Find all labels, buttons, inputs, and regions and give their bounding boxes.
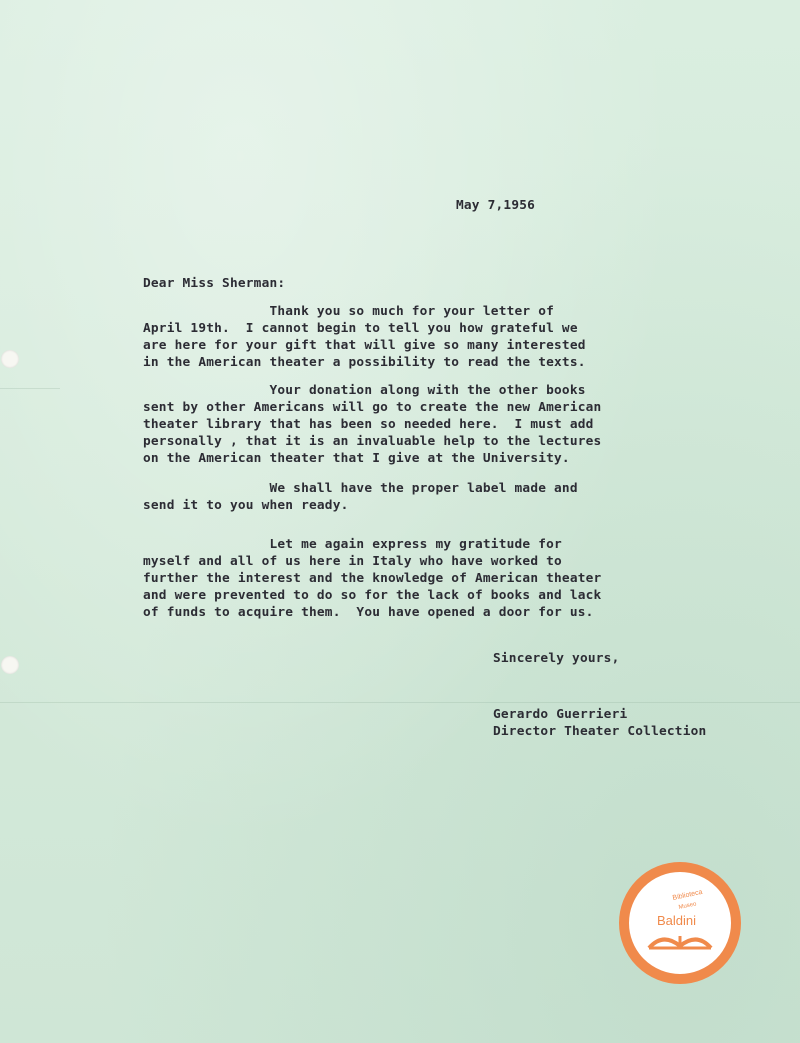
library-seal-stamp [619,862,741,984]
letter-paragraph-2: Your donation along with the other books sent by other Americans will go to create the new American theater library that has been so needed here. I must add personally , that it is an invaluable help to the lectures on the American theater that I give at the University. [143,383,602,466]
punch-hole-upper [1,350,19,368]
letter-date: May 7,1956 [456,198,536,213]
paper-fold-line [0,702,800,703]
svg-text:Museo: Museo [678,901,698,911]
signer-name: Gerardo Guerrieri [493,707,628,722]
letter-closing: Sincerely yours, [493,651,620,666]
paper-crease-line [0,388,60,389]
letter-paragraph-1: Thank you so much for your letter of April 19th. I cannot begin to tell you how grateful we are here for your gift that will give so many interested in the American theater a possibility to read the texts. [143,304,586,370]
signer-title: Director Theater Collection [493,724,707,739]
letter-paragraph-4: Let me again express my gratitude for myself and all of us here in Italy who have worked to further the interest and the knowledge of American theater and were prevented to do so for the lack of books and lack of funds to acquire them. You have opened a door for us. [143,537,602,620]
svg-text:Baldini: Baldini [657,913,697,928]
letter-salutation: Dear Miss Sherman: [143,276,286,291]
letter-paragraph-3: We shall have the proper label made and send it to you when ready. [143,481,578,513]
punch-hole-lower [1,656,19,674]
svg-text:Biblioteca: Biblioteca [671,888,704,902]
